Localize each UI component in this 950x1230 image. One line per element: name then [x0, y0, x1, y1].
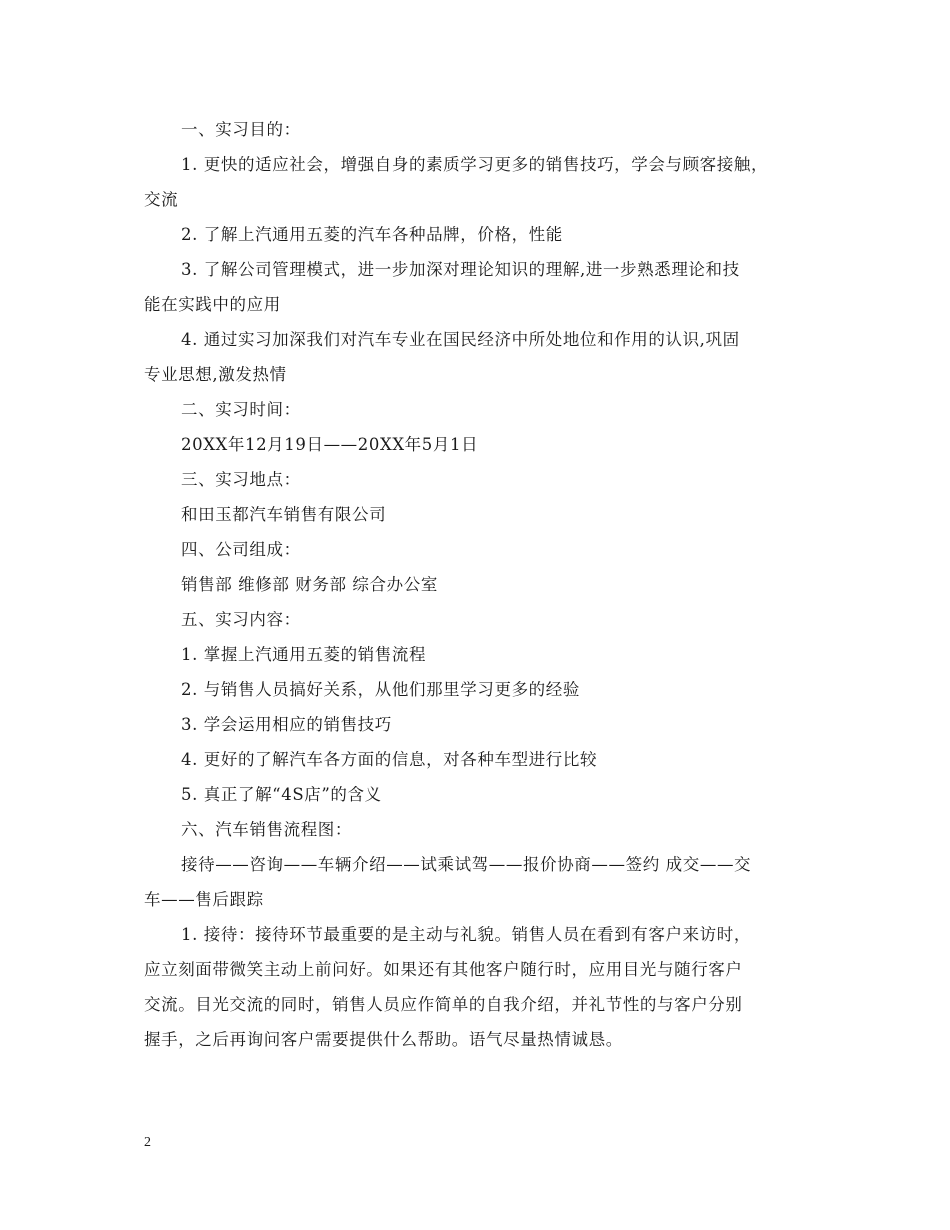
document-body	[144, 112, 810, 1057]
paragraph-line: 20XX年12月19日——20XX年5月1日	[181, 435, 479, 454]
section-heading-location: 三、实习地点：	[181, 470, 301, 489]
paragraph-line: 1. 更快的适应社会，增强自身的素质学习更多的销售技巧，学会与顾客接触，	[181, 155, 769, 174]
section-heading-content: 五、实习内容：	[181, 610, 301, 629]
paragraph-line: 2. 与销售人员搞好关系，从他们那里学习更多的经验	[181, 680, 580, 699]
paragraph-line: 销售部 维修部 财务部 综合办公室	[181, 575, 438, 594]
paragraph-line: 1. 接待：接待环节最重要的是主动与礼貌。销售人员在看到有客户来访时，	[181, 925, 751, 944]
paragraph-line: 4. 通过实习加深我们对汽车专业在国民经济中所处地位和作用的认识,巩固	[181, 330, 740, 349]
paragraph-line: 2. 了解上汽通用五菱的汽车各种品牌，价格，性能	[181, 225, 563, 244]
paragraph-line: 能在实践中的应用	[144, 295, 281, 314]
paragraph-line: 接待——咨询——车辆介绍——试乘试驾——报价协商——签约 成交——交	[181, 855, 752, 874]
section-heading-purpose: 一、实习目的：	[181, 120, 301, 139]
page-number: 2	[144, 1135, 151, 1150]
paragraph-line: 专业思想,激发热情	[144, 365, 287, 384]
paragraph-line: 交流	[144, 190, 179, 209]
section-heading-company: 四、公司组成：	[181, 540, 301, 559]
paragraph-line: 5. 真正了解“4S店”的含义	[181, 785, 382, 804]
paragraph-line: 交流。目光交流的同时，销售人员应作简单的自我介绍，并礼节性的与客户分别	[144, 995, 743, 1014]
paragraph-line: 握手，之后再询问客户需要提供什么帮助。语气尽量热情诚恳。	[144, 1030, 623, 1049]
paragraph-line: 1. 掌握上汽通用五菱的销售流程	[181, 645, 427, 664]
paragraph-line: 和田玉都汽车销售有限公司	[181, 505, 387, 524]
paragraph-line: 应立刻面带微笑主动上前问好。如果还有其他客户随行时，应用目光与随行客户	[144, 960, 743, 979]
section-heading-process: 六、汽车销售流程图：	[181, 820, 352, 839]
section-heading-time: 二、实习时间：	[181, 400, 301, 419]
paragraph-line: 3. 了解公司管理模式，进一步加深对理论知识的理解,进一步熟悉理论和技	[181, 260, 740, 279]
paragraph-line: 3. 学会运用相应的销售技巧	[181, 715, 392, 734]
paragraph-line: 4. 更好的了解汽车各方面的信息，对各种车型进行比较	[181, 750, 598, 769]
paragraph-line: 车——售后跟踪	[144, 890, 264, 909]
